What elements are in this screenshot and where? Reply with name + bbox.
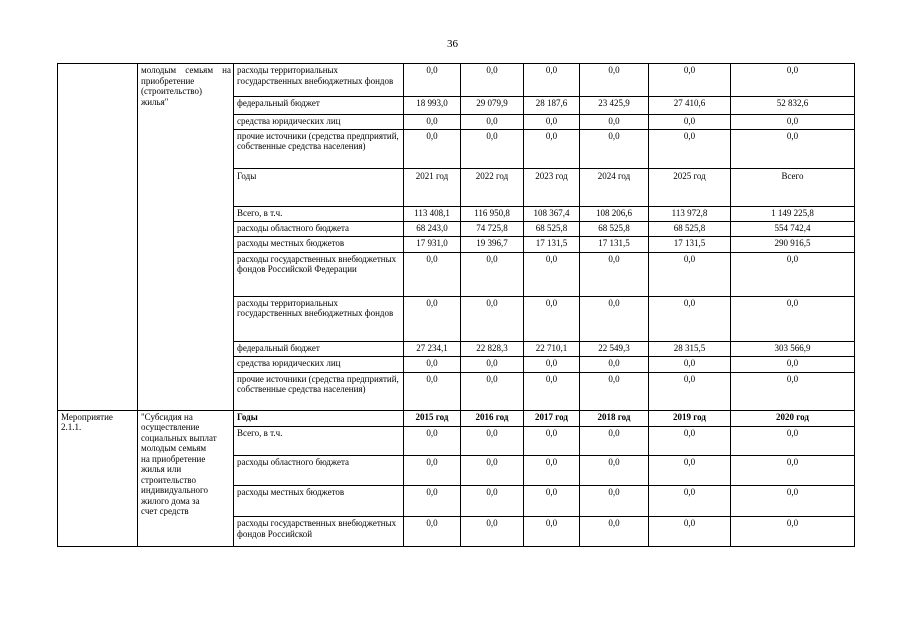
value-cell: 1 149 225,8 xyxy=(731,206,855,221)
value-cell: 17 931,0 xyxy=(404,237,461,252)
value-cell: 0,0 xyxy=(404,455,461,486)
source-label: прочие источники (средства предприятий, собственные средства населения) xyxy=(234,372,404,410)
page-number: 36 xyxy=(447,38,458,50)
activity-description-line: "Субсидия на xyxy=(141,411,193,422)
value-cell: 0,0 xyxy=(461,64,524,97)
value-cell: 0,0 xyxy=(649,115,731,129)
value-cell: 17 131,5 xyxy=(524,237,580,252)
value-cell: 0,0 xyxy=(524,455,580,486)
value-cell: 68 243,0 xyxy=(404,221,461,236)
value-cell: 0,0 xyxy=(524,426,580,455)
value-cell: 0,0 xyxy=(649,129,731,168)
value-cell: 0,0 xyxy=(731,129,855,168)
value-cell: 2024 год xyxy=(580,168,649,206)
source-label: прочие источники (средства предприятий, собственные средства населения) xyxy=(234,129,404,168)
value-cell: 2022 год xyxy=(461,168,524,206)
value-cell: 0,0 xyxy=(580,357,649,372)
value-cell: 27 234,1 xyxy=(404,341,461,356)
value-cell: 0,0 xyxy=(580,129,649,168)
value-cell: 0,0 xyxy=(461,115,524,129)
value-cell: 22 549,3 xyxy=(580,341,649,356)
value-cell: 0,0 xyxy=(524,129,580,168)
value-cell: 0,0 xyxy=(649,426,731,455)
activity-id-cell xyxy=(58,64,138,411)
value-cell: 0,0 xyxy=(580,296,649,341)
value-cell: 22 828,3 xyxy=(461,341,524,356)
value-cell: 0,0 xyxy=(649,486,731,517)
activity-description-line: индивидуального xyxy=(141,485,209,496)
activity-description-line: жилья или xyxy=(141,464,182,475)
value-cell: 108 206,6 xyxy=(580,206,649,221)
value-cell: 0,0 xyxy=(524,252,580,296)
value-cell: 0,0 xyxy=(649,455,731,486)
activity-description xyxy=(138,410,234,546)
value-cell: 17 131,5 xyxy=(580,237,649,252)
value-cell: 0,0 xyxy=(404,486,461,517)
value-cell: 0,0 xyxy=(524,372,580,410)
value-cell: 52 832,6 xyxy=(731,96,855,114)
value-cell: 2016 год xyxy=(461,410,524,426)
value-cell: 2015 год xyxy=(404,410,461,426)
value-cell: 0,0 xyxy=(461,372,524,410)
value-cell: 2020 год xyxy=(731,410,855,426)
value-cell: 27 410,6 xyxy=(649,96,731,114)
activity-description-line: молодым семьям xyxy=(141,443,207,454)
value-cell: 0,0 xyxy=(461,357,524,372)
value-cell: 290 916,5 xyxy=(731,237,855,252)
value-cell: 0,0 xyxy=(731,115,855,129)
value-cell: 113 408,1 xyxy=(404,206,461,221)
value-cell: 2025 год xyxy=(649,168,731,206)
source-label: федеральный бюджет xyxy=(234,96,404,114)
value-cell: 554 742,4 xyxy=(731,221,855,236)
activity-description-line: жилого дома за xyxy=(141,495,200,506)
value-cell: 68 525,8 xyxy=(580,221,649,236)
activity-id: Мероприятие 2.1.1. xyxy=(58,410,138,546)
value-cell: 29 079,9 xyxy=(461,96,524,114)
value-cell: 0,0 xyxy=(461,486,524,517)
value-cell: 0,0 xyxy=(580,486,649,517)
value-cell: 0,0 xyxy=(580,426,649,455)
value-cell: 18 993,0 xyxy=(404,96,461,114)
value-cell: 68 525,8 xyxy=(649,221,731,236)
value-cell: 74 725,8 xyxy=(461,221,524,236)
program-description-text: молодым семьям на приобретение (строительство) жилья" xyxy=(141,65,231,107)
activity-description-line: на приобретение xyxy=(141,453,206,464)
value-cell: 0,0 xyxy=(649,252,731,296)
value-cell: 2018 год xyxy=(580,410,649,426)
value-cell: 28 315,5 xyxy=(649,341,731,356)
value-cell: 0,0 xyxy=(580,517,649,547)
value-cell: 0,0 xyxy=(404,426,461,455)
value-cell: 68 525,8 xyxy=(524,221,580,236)
value-cell: 0,0 xyxy=(649,357,731,372)
value-cell: 2019 год xyxy=(649,410,731,426)
table-row xyxy=(58,64,855,97)
value-cell: 0,0 xyxy=(580,252,649,296)
value-cell: 303 566,9 xyxy=(731,341,855,356)
value-cell: 0,0 xyxy=(524,115,580,129)
value-cell: 17 131,5 xyxy=(649,237,731,252)
source-label: расходы государственных внебюджетных фондов Российской Федерации xyxy=(234,252,404,296)
source-label: Годы xyxy=(234,410,404,426)
value-cell: 0,0 xyxy=(731,296,855,341)
value-cell: 0,0 xyxy=(461,252,524,296)
program-description xyxy=(138,64,234,411)
value-cell: 0,0 xyxy=(731,252,855,296)
source-label: расходы областного бюджета xyxy=(234,455,404,486)
value-cell: 2017 год xyxy=(524,410,580,426)
value-cell: 0,0 xyxy=(649,296,731,341)
value-cell: 19 396,7 xyxy=(461,237,524,252)
years-header-row xyxy=(58,410,855,426)
value-cell: 0,0 xyxy=(524,486,580,517)
value-cell: 0,0 xyxy=(649,517,731,547)
value-cell: 0,0 xyxy=(461,517,524,547)
value-cell: 0,0 xyxy=(580,115,649,129)
value-cell: 0,0 xyxy=(461,426,524,455)
value-cell: 0,0 xyxy=(649,64,731,97)
value-cell: 0,0 xyxy=(731,455,855,486)
value-cell: 0,0 xyxy=(524,296,580,341)
source-label: средства юридических лиц xyxy=(234,357,404,372)
source-label: расходы территориальных государственных внебюджетных фондов xyxy=(234,64,404,97)
source-label: расходы местных бюджетов xyxy=(234,237,404,252)
activity-description-line: счет средств xyxy=(141,506,189,517)
value-cell: 0,0 xyxy=(404,252,461,296)
value-cell: 0,0 xyxy=(404,129,461,168)
source-label: средства юридических лиц xyxy=(234,115,404,129)
value-cell: 0,0 xyxy=(524,357,580,372)
value-cell: 116 950,8 xyxy=(461,206,524,221)
value-cell: 0,0 xyxy=(404,115,461,129)
value-cell: 0,0 xyxy=(404,64,461,97)
value-cell: 0,0 xyxy=(404,372,461,410)
source-label: расходы государственных внебюджетных фондов Российской xyxy=(234,517,404,547)
value-cell: 0,0 xyxy=(580,64,649,97)
value-cell: 0,0 xyxy=(731,486,855,517)
value-cell: 0,0 xyxy=(461,455,524,486)
activity-description-line: социальных выплат xyxy=(141,432,217,443)
source-label: расходы местных бюджетов xyxy=(234,486,404,517)
activity-description-line: строительство xyxy=(141,474,196,485)
value-cell: 2021 год xyxy=(404,168,461,206)
value-cell: 22 710,1 xyxy=(524,341,580,356)
value-cell: 0,0 xyxy=(731,426,855,455)
value-cell: 0,0 xyxy=(580,372,649,410)
value-cell: 28 187,6 xyxy=(524,96,580,114)
value-cell: 0,0 xyxy=(404,517,461,547)
value-cell: 0,0 xyxy=(731,357,855,372)
source-label: расходы территориальных государственных внебюджетных фондов xyxy=(234,296,404,341)
value-cell: 0,0 xyxy=(404,296,461,341)
funding-table xyxy=(57,63,855,547)
value-cell: 108 367,4 xyxy=(524,206,580,221)
value-cell: 0,0 xyxy=(731,372,855,410)
value-cell: 0,0 xyxy=(404,357,461,372)
source-label: Годы xyxy=(234,168,404,206)
source-label: федеральный бюджет xyxy=(234,341,404,356)
source-label: расходы областного бюджета xyxy=(234,221,404,236)
value-cell: Всего xyxy=(731,168,855,206)
value-cell: 23 425,9 xyxy=(580,96,649,114)
activity-description-line: осуществление xyxy=(141,422,200,433)
value-cell: 0,0 xyxy=(649,372,731,410)
value-cell: 0,0 xyxy=(461,129,524,168)
value-cell: 113 972,8 xyxy=(649,206,731,221)
value-cell: 0,0 xyxy=(461,296,524,341)
value-cell: 0,0 xyxy=(731,64,855,97)
value-cell: 0,0 xyxy=(524,517,580,547)
value-cell: 0,0 xyxy=(580,455,649,486)
value-cell: 0,0 xyxy=(731,517,855,547)
value-cell: 0,0 xyxy=(524,64,580,97)
source-label: Всего, в т.ч. xyxy=(234,206,404,221)
value-cell: 2023 год xyxy=(524,168,580,206)
source-label: Всего, в т.ч. xyxy=(234,426,404,455)
